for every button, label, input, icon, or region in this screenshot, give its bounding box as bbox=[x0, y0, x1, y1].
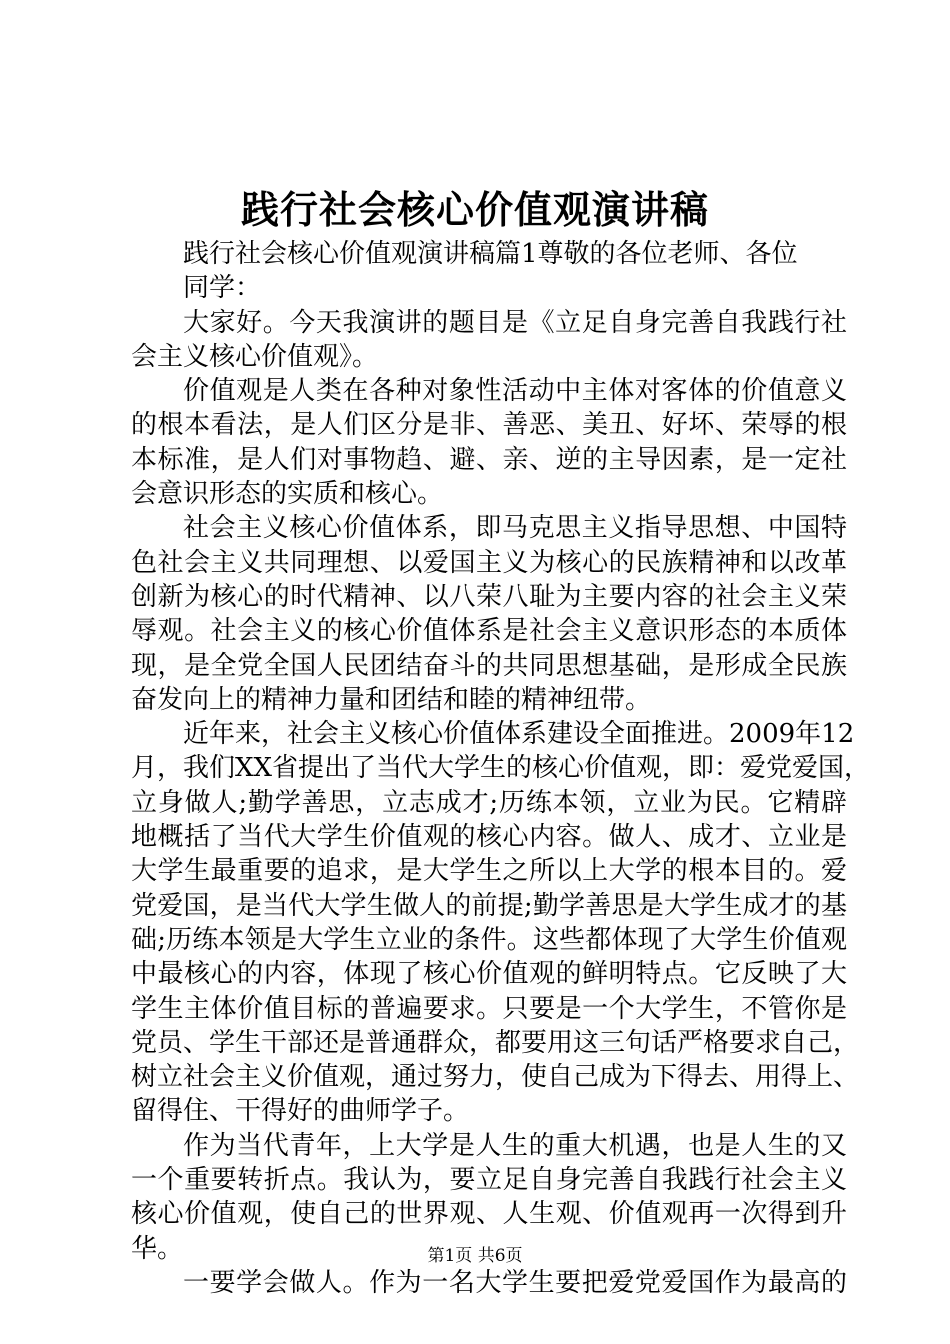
text-line: 月，我们XX省提出了当代大学生的核心价值观，即：爱党爱国， bbox=[131, 753, 871, 784]
text-line: 创新为核心的时代精神、以八荣八耻为主要内容的社会主义荣 bbox=[131, 581, 847, 612]
text-line: 华。 bbox=[131, 1233, 184, 1264]
text-line: 学生主体价值目标的普遍要求。只要是一个大学生，不管你是 bbox=[131, 993, 847, 1024]
text-line: 立身做人;勤学善思，立志成才;历练本领，立业为民。它精辟 bbox=[131, 787, 847, 818]
text-line: 中最核心的内容，体现了核心价值观的鲜明特点。它反映了大 bbox=[131, 959, 847, 990]
text-line: 奋发向上的精神力量和团结和睦的精神纽带。 bbox=[131, 684, 652, 715]
page-number-footer: 第1页 共6页 bbox=[427, 1246, 523, 1266]
text-line: 党爱国，是当代大学生做人的前提;勤学善思是大学生成才的基 bbox=[131, 890, 847, 921]
text-line: 本标准，是人们对事物趋、避、亲、逆的主导因素，是一定社 bbox=[131, 444, 847, 475]
document-body bbox=[131, 237, 871, 1300]
text-line: 价值观是人类在各种对象性活动中主体对客体的价值意义 bbox=[183, 376, 847, 407]
text-line: 一个重要转折点。我认为，要立足自身完善自我践行社会主义 bbox=[131, 1165, 847, 1196]
text-line: 一要学会做人。作为一名大学生要把爱党爱国作为最高的 bbox=[183, 1267, 847, 1298]
text-line: 色社会主义共同理想、以爱国主义为核心的民族精神和以改革 bbox=[131, 547, 847, 578]
text-line: 留得住、干得好的曲师学子。 bbox=[131, 1096, 470, 1127]
text-line: 社会主义核心价值体系，即马克思主义指导思想、中国特 bbox=[183, 513, 847, 544]
text-line: 础;历练本领是大学生立业的条件。这些都体现了大学生价值观 bbox=[131, 924, 847, 955]
text-line: 树立社会主义价值观，通过努力，使自己成为下得去、用得上、 bbox=[131, 1062, 860, 1093]
text-line: 会意识形态的实质和核心。 bbox=[131, 479, 444, 510]
text-line: 党员、学生干部还是普通群众，都要用这三句话严格要求自己， bbox=[131, 1027, 860, 1058]
text-line: 近年来，社会主义核心价值体系建设全面推进。2009年12 bbox=[183, 719, 855, 750]
document-title: 践行社会核心价值观演讲稿 bbox=[240, 187, 709, 232]
text-line: 大学生最重要的追求，是大学生之所以上大学的根本目的。爱 bbox=[131, 856, 847, 887]
text-line: 践行社会核心价值观演讲稿篇1尊敬的各位老师、各位 bbox=[183, 239, 798, 269]
text-line: 核心价值观，使自己的世界观、人生观、价值观再一次得到升 bbox=[131, 1199, 847, 1230]
text-line: 大家好。今天我演讲的题目是《立足自身完善自我践行社 bbox=[183, 307, 847, 338]
text-line: 辱观。社会主义的核心价值体系是社会主义意识形态的本质体 bbox=[131, 616, 847, 647]
text-line: 会主义核心价值观》。 bbox=[131, 341, 379, 372]
text-line: 现，是全党全国人民团结奋斗的共同思想基础，是形成全民族 bbox=[131, 650, 847, 681]
text-line: 作为当代青年，上大学是人生的重大机遇，也是人生的又 bbox=[183, 1130, 847, 1161]
text-line: 同学： bbox=[183, 273, 262, 304]
text-line: 的根本看法，是人们区分是非、善恶、美丑、好坏、荣辱的根 bbox=[131, 410, 847, 441]
text-line: 地概括了当代大学生价值观的核心内容。做人、成才、立业是 bbox=[131, 822, 847, 853]
